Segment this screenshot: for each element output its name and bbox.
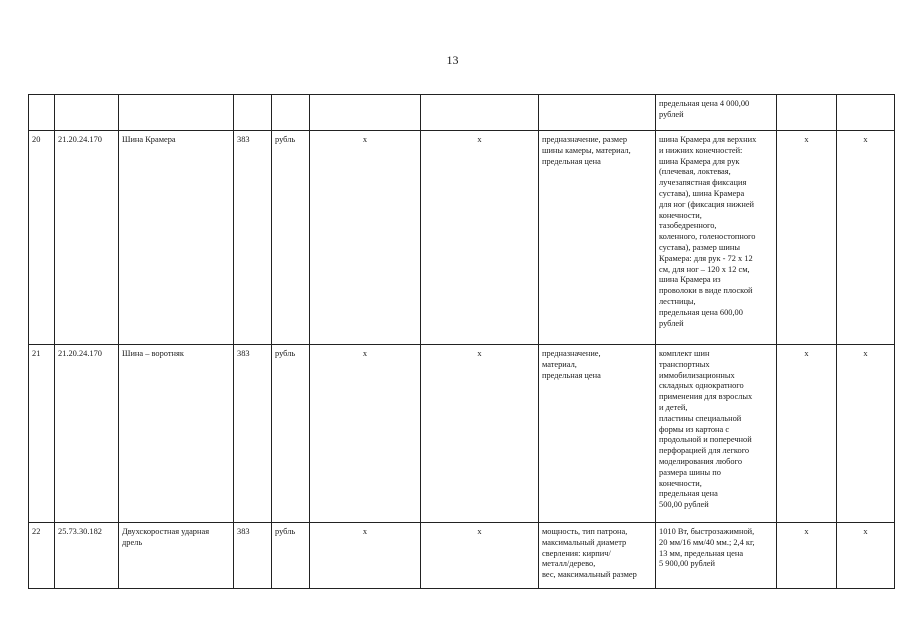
- cell-col-d: [837, 95, 895, 131]
- cell-col-b: x: [421, 345, 539, 523]
- cell-okpd: 21.20.24.170: [55, 131, 119, 345]
- cell-characteristics: предназначение, размер шины камеры, материал, предельная цена: [539, 131, 656, 345]
- cell-okei: 383: [234, 131, 272, 345]
- table-row: [29, 523, 895, 589]
- cell-num: 20: [29, 131, 55, 345]
- cell-name: Шина Крамера: [119, 131, 234, 345]
- cell-name: [119, 95, 234, 131]
- cell-okei: 383: [234, 345, 272, 523]
- cell-characteristic-values: шина Крамера для верхних и нижних конечностей: шина Крамера для рук (плечевая, локтевая, лучезапястная фиксация сустава), шина Крамера для ног (фиксация нижней конечности, тазобедренного, коленного, голеностопного сустава), размер шины Крамера: для рук - 72 х 12 см, для ног – 120 х 12 см, шина Крамера из проволоки в виде плоской лестницы, предельная цена 600,00 рублей: [656, 131, 777, 345]
- spec-table: [28, 94, 895, 589]
- cell-col-a: [310, 95, 421, 131]
- cell-col-d: x: [837, 131, 895, 345]
- cell-characteristics: предназначение, материал, предельная цена: [539, 345, 656, 523]
- cell-okpd: [55, 95, 119, 131]
- cell-col-d: x: [837, 523, 895, 589]
- table-row-continuation: [29, 95, 895, 131]
- cell-okei: [234, 95, 272, 131]
- cell-unit: рубль: [272, 345, 310, 523]
- cell-col-b: [421, 95, 539, 131]
- cell-name: Двухскоростная ударная дрель: [119, 523, 234, 589]
- cell-col-b: x: [421, 131, 539, 345]
- cell-okpd: 25.73.30.182: [55, 523, 119, 589]
- cell-num: 21: [29, 345, 55, 523]
- cell-characteristic-values: комплект шин транспортных иммобилизационных складных однократного применения для взрослых и детей, пластины специальной формы из картона с продольной и поперечной перфорацией для легкого моделирования любого размера шины по конечности, предельная цена 500,00 рублей: [656, 345, 777, 523]
- cell-col-b: x: [421, 523, 539, 589]
- cell-unit: [272, 95, 310, 131]
- table-row: [29, 345, 895, 523]
- cell-unit: рубль: [272, 131, 310, 345]
- cell-num: [29, 95, 55, 131]
- cell-okei: 383: [234, 523, 272, 589]
- cell-characteristic-values: 1010 Вт, быстрозажимной, 20 мм/16 мм/40 мм.; 2,4 кг, 13 мм, предельная цена 5 900,00 рублей: [656, 523, 777, 589]
- cell-col-c: [777, 95, 837, 131]
- page-number: 13: [446, 53, 459, 67]
- cell-num: 22: [29, 523, 55, 589]
- cell-col-a: x: [310, 345, 421, 523]
- cell-col-a: x: [310, 131, 421, 345]
- table-row: [29, 131, 895, 345]
- cell-unit: рубль: [272, 523, 310, 589]
- cell-characteristics: мощность, тип патрона, максимальный диаметр сверления: кирпич/ металл/дерево, вес, максимальный размер: [539, 523, 656, 589]
- cell-characteristic-values: предельная цена 4 000,00 рублей: [656, 95, 777, 131]
- cell-characteristics: [539, 95, 656, 131]
- cell-name: Шина – воротняк: [119, 345, 234, 523]
- cell-col-c: x: [777, 345, 837, 523]
- cell-col-a: x: [310, 523, 421, 589]
- cell-col-c: x: [777, 131, 837, 345]
- cell-col-c: x: [777, 523, 837, 589]
- cell-col-d: x: [837, 345, 895, 523]
- cell-okpd: 21.20.24.170: [55, 345, 119, 523]
